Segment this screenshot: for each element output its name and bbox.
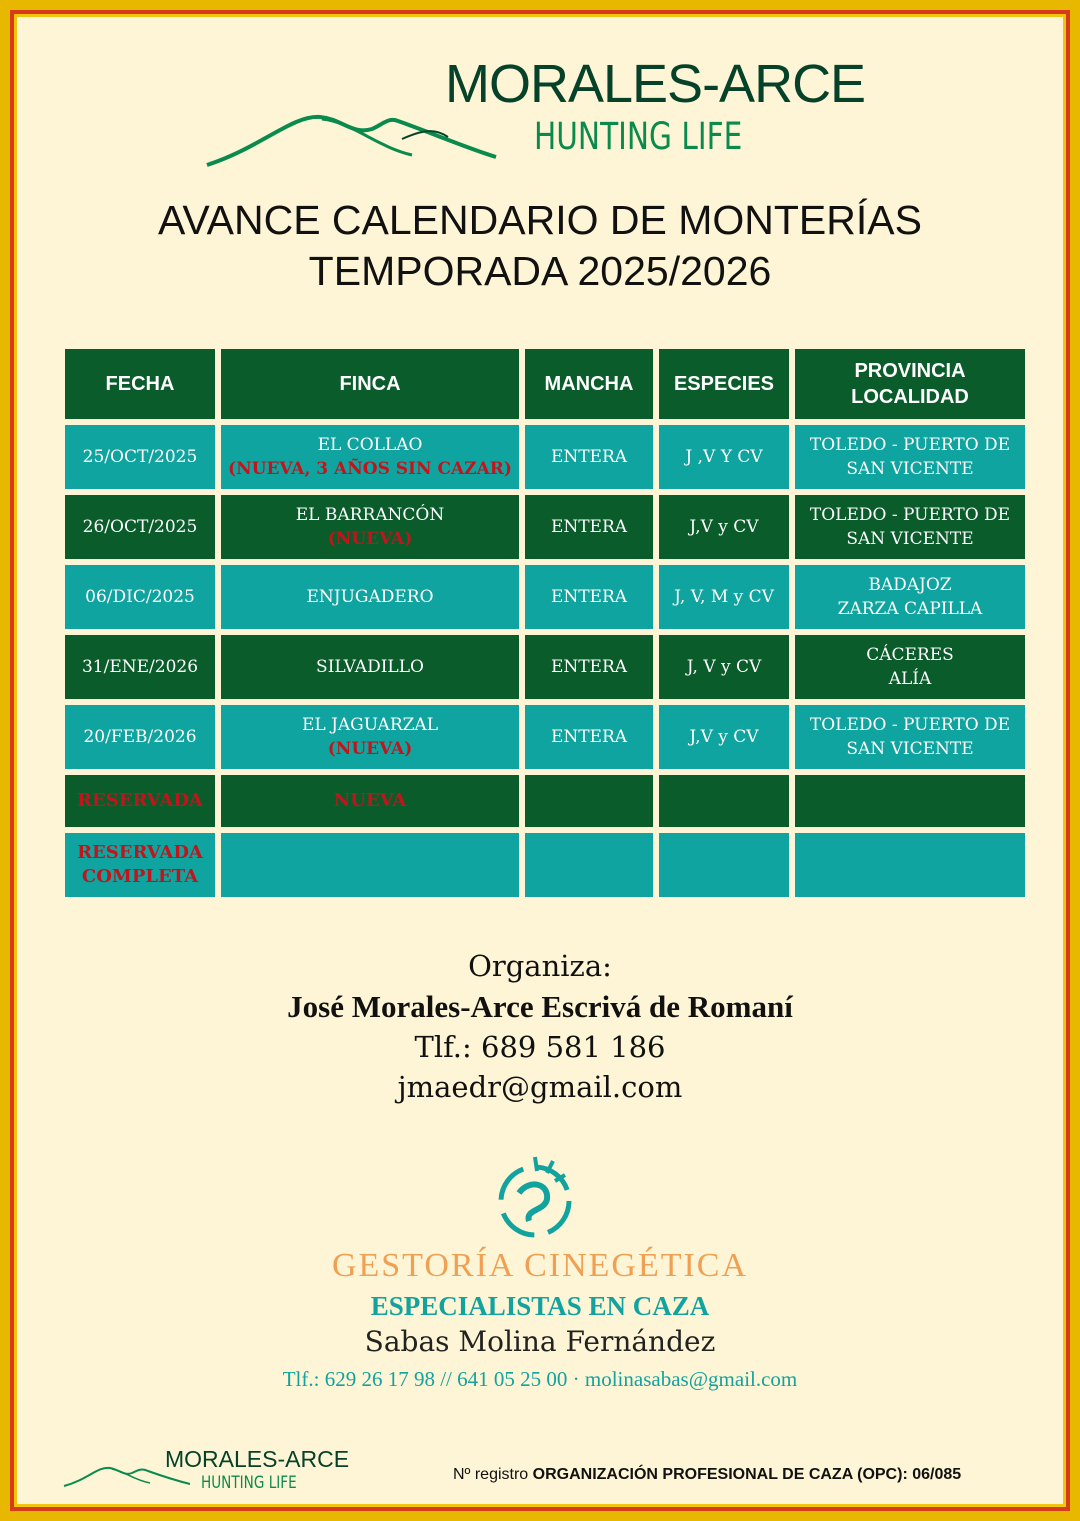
provincia-line2: SAN VICENTE (846, 529, 974, 549)
finca-note: (NUEVA) (327, 739, 413, 759)
finca-name: EL BARRANCÓN (295, 505, 445, 525)
cell-mancha: ENTERA (525, 425, 653, 489)
table-row (65, 565, 1025, 629)
reg-text: ORGANIZACIÓN PROFESIONAL DE CAZA (OPC): 06/085 (532, 1466, 962, 1483)
cell-mancha: ENTERA (525, 565, 653, 629)
legend-empty-cell (221, 833, 519, 897)
legend-row (65, 833, 1025, 897)
legend-nueva (221, 775, 519, 827)
legend-empty-cell (659, 775, 789, 827)
legend-reservada (65, 775, 215, 827)
table-row (65, 425, 1025, 489)
cell-finca (221, 425, 519, 489)
legend-empty-cell (525, 833, 653, 897)
cell-finca (221, 705, 519, 769)
legend-empty-cell (795, 775, 1025, 827)
header-provincia-label: PROVINCIA (854, 360, 966, 382)
gestoria-logo-icon (489, 1153, 581, 1245)
finca-note: (NUEVA) (327, 529, 413, 549)
cell-especies: J ,V Y CV (659, 425, 789, 489)
cell-especies: J,V y CV (659, 495, 789, 559)
header-mancha: MANCHA (525, 349, 653, 419)
provincia-line2: SAN VICENTE (846, 459, 974, 479)
cell-mancha: ENTERA (525, 495, 653, 559)
cell-provincia (795, 495, 1025, 559)
table-header-row (65, 349, 1025, 419)
cell-fecha: 25/OCT/2025 (65, 425, 215, 489)
gestoria-name: Sabas Molina Fernández (364, 1325, 716, 1358)
cell-provincia (795, 705, 1025, 769)
legend-nueva-label: NUEVA (333, 790, 407, 811)
cell-finca: SILVADILLO (221, 635, 519, 699)
footer-logo-title: MORALES-ARCE (165, 1446, 350, 1472)
provincia-line1: TOLEDO - PUERTO DE (809, 505, 1011, 525)
organiza-label: Organiza: (468, 949, 612, 983)
legend-empty-cell (525, 775, 653, 827)
header-provincia (795, 349, 1025, 419)
organizer-email[interactable]: jmaedr@gmail.com (397, 1070, 683, 1104)
cell-especies: J, V y CV (659, 635, 789, 699)
provincia-line2: SAN VICENTE (846, 739, 974, 759)
gestoria-subtitle: ESPECIALISTAS EN CAZA (370, 1291, 710, 1321)
finca-name: EL JAGUARZAL (301, 715, 439, 735)
legend-line2: COMPLETA (81, 866, 199, 887)
gestoria-title: GESTORÍA CINEGÉTICA (331, 1247, 749, 1284)
header-especies: ESPECIES (659, 349, 789, 419)
legend-empty-cell (795, 833, 1025, 897)
provincia-line1: CÁCERES (866, 645, 954, 665)
provincia-line1: TOLEDO - PUERTO DE (809, 715, 1011, 735)
reg-prefix: Nº registro (453, 1466, 529, 1483)
cell-mancha: ENTERA (525, 705, 653, 769)
cell-especies: J,V y CV (659, 705, 789, 769)
provincia-line1: TOLEDO - PUERTO DE (809, 435, 1011, 455)
legend-reservada-completa (65, 833, 215, 897)
gestoria-contact: Tlf.: 629 26 17 98 // 641 05 25 00 · molinasabas@gmail.com (282, 1367, 798, 1391)
cell-finca: ENJUGADERO (221, 565, 519, 629)
cell-provincia (795, 565, 1025, 629)
legend-empty-cell (659, 833, 789, 897)
legend-line1: RESERVADA (77, 842, 203, 863)
cell-fecha: 20/FEB/2026 (65, 705, 215, 769)
organizer-name: José Morales-Arce Escrivá de Romaní (287, 989, 793, 1024)
table-row (65, 635, 1025, 699)
page-title: AVANCE CALENDARIO DE MONTERÍAS (158, 197, 922, 243)
cell-fecha: 31/ENE/2026 (65, 635, 215, 699)
provincia-line1: BADAJOZ (868, 575, 952, 595)
hunt-calendar-table (59, 343, 1031, 903)
logo-title: MORALES-ARCE (445, 54, 866, 114)
header-fecha: FECHA (65, 349, 215, 419)
provincia-line2: ALÍA (888, 669, 932, 689)
legend-reservada-label: RESERVADA (77, 790, 203, 811)
table-row (65, 495, 1025, 559)
cell-fecha: 06/DIC/2025 (65, 565, 215, 629)
cell-especies: J, V, M y CV (659, 565, 789, 629)
table-row (65, 705, 1025, 769)
header-localidad-label: LOCALIDAD (851, 386, 969, 408)
organizer-phone: Tlf.: 689 581 186 (414, 1030, 666, 1064)
finca-name: EL COLLAO (317, 435, 423, 455)
footer-logo-subtitle: HUNTING LIFE (201, 1473, 297, 1493)
page (17, 17, 1063, 1504)
header-finca: FINCA (221, 349, 519, 419)
cell-mancha: ENTERA (525, 635, 653, 699)
cell-finca (221, 495, 519, 559)
cell-provincia (795, 635, 1025, 699)
page-subtitle: TEMPORADA 2025/2026 (308, 248, 772, 294)
cell-provincia (795, 425, 1025, 489)
cell-fecha: 26/OCT/2025 (65, 495, 215, 559)
registration-number (453, 1466, 961, 1484)
logo-subtitle: HUNTING LIFE (534, 115, 743, 158)
provincia-line2: ZARZA CAPILLA (837, 599, 983, 619)
legend-row (65, 775, 1025, 827)
finca-note: (NUEVA, 3 AÑOS SIN CAZAR) (228, 459, 512, 479)
